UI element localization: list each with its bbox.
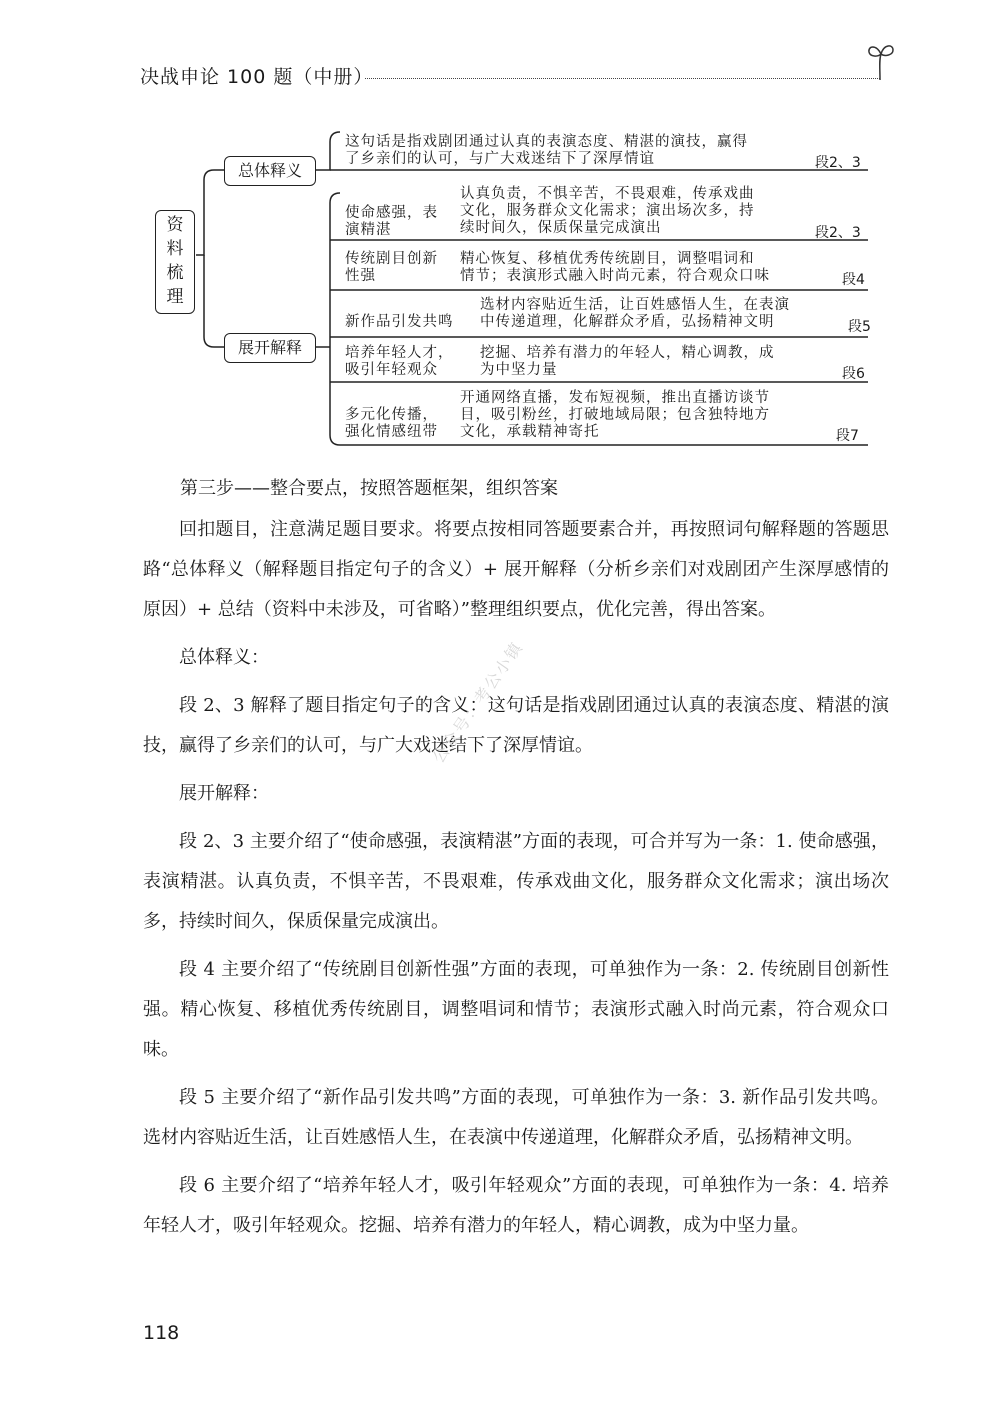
watermark-text: 公众号：考公小镇 (428, 637, 527, 767)
item-3-desc (480, 297, 790, 331)
item-5-label (345, 407, 438, 441)
item-1-label (345, 205, 438, 239)
item-label-line: 演精湛 (345, 222, 392, 238)
item-label-line: 传统剧目创新 (345, 251, 438, 267)
item-2-seg: 段4 (842, 272, 865, 288)
branch-expand-label: 展开解释 (237, 338, 302, 357)
answer-body (143, 510, 889, 1246)
item-label-line: 使命感强，表 (345, 205, 438, 221)
step-heading: 第三步——整合要点，按照答题框架，组织答案 (180, 478, 558, 499)
item-1-desc (460, 186, 755, 237)
overall-seg: 段2、3 (815, 155, 861, 171)
branch-node-overall (224, 156, 316, 186)
item-4-label (345, 345, 454, 379)
overall-desc-line: 这句话是指戏剧团通过认真的表演态度、精湛的演技，赢得 (345, 134, 748, 150)
item-desc-line: 情节；表演形式融入时尚元素，符合观众口味 (460, 268, 770, 284)
paragraph: 段 2、3 主要介绍了“使命感强，表演精湛”方面的表现，可合并写为一条：1. 使命感强，表演精湛。认真负责，不惧辛苦，不畏艰难，传承戏曲文化，服务群众文化需求；演出场次多，持续时间久，保质保量完成演出。 (143, 831, 889, 932)
item-label-line: 性强 (345, 268, 376, 284)
paragraph: 段 5 主要介绍了“新作品引发共鸣”方面的表现，可单独作为一条：3. 新作品引发共鸣。选材内容贴近生活，让百姓感悟人生，在表演中传递道理，化解群众矛盾，弘扬精神文明。 (143, 1087, 889, 1148)
paragraph: 段 2、3 解释了题目指定句子的含义：这句话是指戏剧团通过认真的表演态度、精湛的演技，赢得了乡亲们的认可，与广大戏迷结下了深厚情谊。 (143, 695, 889, 756)
item-label-line: 新作品引发共鸣 (345, 314, 454, 330)
item-label-line: 吸引年轻观众 (345, 362, 438, 378)
item-3-seg: 段5 (848, 319, 871, 335)
item-3-label (345, 314, 454, 331)
item-desc-line: 续时间久，保质保量完成演出 (460, 220, 662, 236)
paragraph: 段 4 主要介绍了“传统剧目创新性强”方面的表现，可单独作为一条：2. 传统剧目创新性强。精心恢复、移植优秀传统剧目，调整唱词和情节；表演形式融入时尚元素，符合观众口味。 (143, 959, 889, 1060)
item-label-line: 培养年轻人才， (345, 345, 454, 361)
overall-desc (345, 134, 748, 168)
overall-desc-line: 了乡亲们的认可，与广大戏迷结下了深厚情谊 (345, 151, 655, 167)
running-header-title: 决战申论 100 题（中册） (140, 66, 374, 88)
branch-overall-label: 总体释义 (237, 161, 302, 180)
item-desc-line: 为中坚力量 (480, 362, 558, 378)
item-desc-line: 挖掘、培养有潜力的年轻人，精心调教，成 (480, 345, 775, 361)
item-2-desc (460, 251, 770, 285)
paragraph-heading-expand: 展开解释： (179, 783, 269, 804)
item-desc-line: 中传递道理，化解群众矛盾，弘扬精神文明 (480, 314, 775, 330)
paragraph-heading-overall: 总体释义： (179, 647, 269, 668)
item-2-label (345, 251, 438, 285)
item-desc-line: 文化，承载精神寄托 (460, 424, 600, 440)
item-5-desc (460, 390, 770, 441)
root-node-materials (155, 210, 195, 314)
branch-node-expand (224, 333, 316, 363)
item-desc-line: 认真负责，不惧辛苦，不畏艰难，传承戏曲 (460, 186, 755, 202)
item-desc-line: 目，吸引粉丝，打破地域局限；包含独特地方 (460, 407, 770, 423)
page-number: 118 (143, 1322, 180, 1344)
paragraph: 段 6 主要介绍了“培养年轻人才，吸引年轻观众”方面的表现，可单独作为一条：4. 培养年轻人才，吸引年轻观众。挖掘、培养有潜力的年轻人，精心调教，成为中坚力量。 (143, 1175, 889, 1236)
item-5-seg: 段7 (836, 428, 859, 444)
root-node-label: 资料梳理 (166, 215, 184, 307)
item-label-line: 多元化传播， (345, 407, 438, 423)
item-desc-line: 选材内容贴近生活，让百姓感悟人生，在表演 (480, 297, 790, 313)
item-4-seg: 段6 (842, 366, 865, 382)
item-desc-line: 精心恢复、移植优秀传统剧目，调整唱词和 (460, 251, 755, 267)
item-desc-line: 文化，服务群众文化需求；演出场次多，持 (460, 203, 755, 219)
paragraph: 回扣题目，注意满足题目要求。将要点按相同答题要素合并，再按照词句解释题的答题思路“总体释义（解释题目指定句子的含义）+ 展开解释（分析乡亲们对戏剧团产生深厚感情的原因）+ 总结（资料中未涉及，可省略）”整理组织要点，优化完善，得出答案。 (143, 519, 889, 620)
item-1-seg: 段2、3 (815, 225, 861, 241)
item-desc-line: 开通网络直播，发布短视频，推出直播访谈节 (460, 390, 770, 406)
item-label-line: 强化情感纽带 (345, 424, 438, 440)
item-4-desc (480, 345, 775, 379)
